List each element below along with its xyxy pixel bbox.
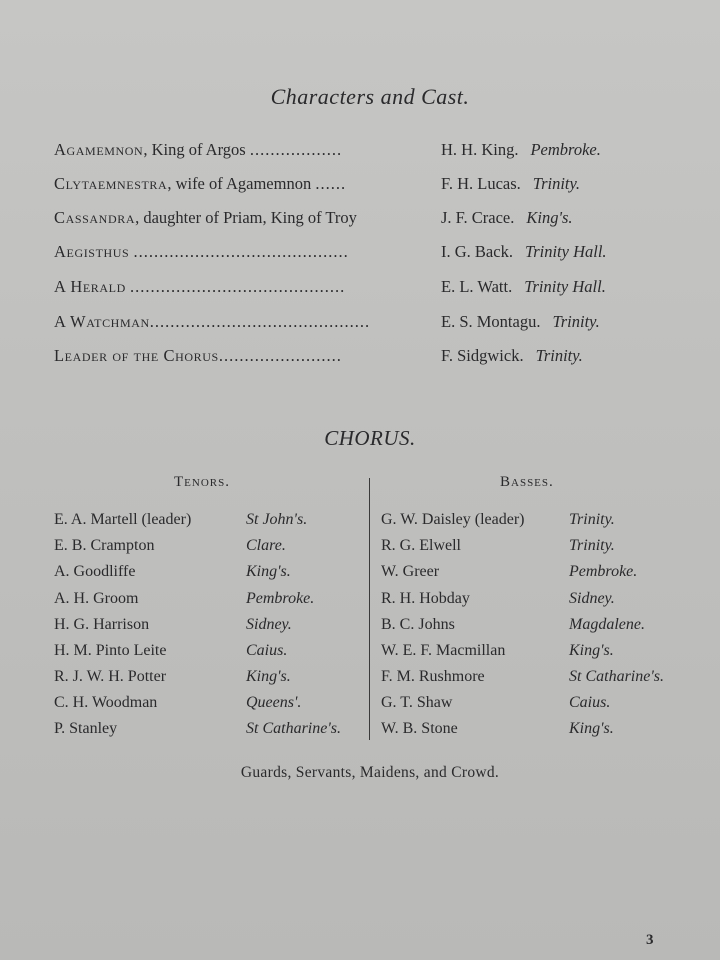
actor-college: Trinity. bbox=[552, 312, 600, 331]
tenors-heading: Tenors. bbox=[174, 474, 230, 490]
actor-college: Trinity. bbox=[532, 174, 581, 193]
role-name: Aegisthus bbox=[54, 242, 130, 261]
cast-actor bbox=[441, 208, 573, 228]
actor-college: King's. bbox=[526, 208, 573, 227]
member-college: Trinity. bbox=[569, 511, 615, 528]
cast-role bbox=[54, 140, 424, 160]
cast-row bbox=[54, 346, 694, 370]
cast-actor bbox=[441, 242, 607, 262]
leader-dots: ...... bbox=[315, 174, 347, 193]
page-title: Characters and Cast. bbox=[270, 84, 470, 109]
leader-dots: .......................................... bbox=[129, 277, 346, 296]
cast-role bbox=[54, 208, 424, 228]
cast-row bbox=[54, 242, 694, 266]
member-college: Caius. bbox=[569, 694, 611, 711]
member-college: King's. bbox=[569, 642, 614, 659]
role-name: Clytaemnestra bbox=[54, 174, 168, 193]
member-name: A. Goodliffe bbox=[54, 563, 136, 580]
member-college: Pembroke. bbox=[246, 590, 315, 607]
actor-name: F. Sidgwick. bbox=[441, 346, 524, 365]
role-description: , King of Argos bbox=[143, 140, 250, 159]
member-name: R. H. Hobday bbox=[381, 590, 470, 607]
cast-role bbox=[54, 346, 424, 366]
member-college: Clare. bbox=[246, 537, 286, 554]
cast-row bbox=[54, 174, 694, 198]
role-description: , daughter of Priam, King of Troy bbox=[135, 208, 357, 227]
extras-line: Guards, Servants, Maidens, and Crowd. bbox=[240, 764, 500, 781]
cast-actor bbox=[441, 277, 606, 297]
member-college: Trinity. bbox=[569, 537, 615, 554]
member-name: G. W. Daisley (leader) bbox=[381, 511, 525, 528]
member-college: King's. bbox=[246, 563, 291, 580]
member-name: H. M. Pinto Leite bbox=[54, 642, 167, 659]
member-name: F. M. Rushmore bbox=[381, 668, 485, 685]
member-name: C. H. Woodman bbox=[54, 694, 158, 711]
actor-college: Trinity. bbox=[535, 346, 583, 365]
page-number: 3 bbox=[646, 932, 654, 948]
member-name: W. Greer bbox=[381, 563, 440, 580]
leader-dots: .......................................... bbox=[133, 242, 349, 261]
role-description: , wife of Agamemnon bbox=[167, 174, 316, 193]
actor-name: J. F. Crace. bbox=[441, 208, 515, 227]
actor-college: Trinity Hall. bbox=[524, 242, 607, 261]
actor-name: H. H. King. bbox=[441, 140, 519, 159]
member-name: R. J. W. H. Potter bbox=[54, 668, 167, 685]
cast-row bbox=[54, 208, 694, 232]
member-college: King's. bbox=[246, 668, 291, 685]
actor-name: I. G. Back. bbox=[441, 242, 513, 261]
member-college: Magdalene. bbox=[569, 616, 645, 633]
member-name: R. G. Elwell bbox=[381, 537, 461, 554]
actor-name: E. S. Montagu. bbox=[441, 312, 541, 331]
actor-name: F. H. Lucas. bbox=[441, 174, 521, 193]
member-college: Queens'. bbox=[246, 694, 302, 711]
cast-actor bbox=[441, 346, 583, 366]
cast-role bbox=[54, 242, 424, 262]
member-college: Pembroke. bbox=[569, 563, 638, 580]
member-name: W. B. Stone bbox=[381, 720, 458, 737]
chorus-title: CHORUS. bbox=[324, 426, 416, 450]
role-name: Agamemnon bbox=[54, 140, 144, 159]
actor-college: Pembroke. bbox=[530, 140, 601, 159]
member-college: Caius. bbox=[246, 642, 288, 659]
member-college: Sidney. bbox=[246, 616, 292, 633]
member-name: G. T. Shaw bbox=[381, 694, 453, 711]
cast-actor bbox=[441, 140, 601, 160]
member-college: Sidney. bbox=[569, 590, 615, 607]
member-college: St Catharine's. bbox=[569, 668, 664, 685]
member-name: B. C. Johns bbox=[381, 616, 455, 633]
column-divider bbox=[369, 478, 370, 740]
cast-role bbox=[54, 174, 424, 194]
cast-row bbox=[54, 312, 694, 336]
leader-dots: .................. bbox=[249, 140, 343, 159]
member-college: King's. bbox=[569, 720, 614, 737]
cast-role bbox=[54, 312, 424, 332]
member-name: P. Stanley bbox=[54, 720, 118, 737]
actor-college: Trinity Hall. bbox=[524, 277, 606, 296]
member-name: E. B. Crampton bbox=[54, 537, 155, 554]
member-college: St Catharine's. bbox=[246, 720, 341, 737]
basses-heading: Basses. bbox=[500, 474, 554, 490]
cast-role bbox=[54, 277, 424, 297]
member-name: E. A. Martell (leader) bbox=[54, 511, 192, 528]
member-name: H. G. Harrison bbox=[54, 616, 150, 633]
actor-name: E. L. Watt. bbox=[441, 277, 513, 296]
role-name: Leader of the Chorus bbox=[54, 346, 219, 365]
member-name: W. E. F. Macmillan bbox=[381, 642, 506, 659]
member-college: St John's. bbox=[246, 511, 308, 528]
member-name: A. H. Groom bbox=[54, 590, 139, 607]
leader-dots: ........................................... bbox=[149, 312, 371, 331]
cast-actor bbox=[441, 174, 580, 194]
role-name: Cassandra bbox=[54, 208, 136, 227]
role-name: A Watchman bbox=[54, 312, 150, 331]
cast-row bbox=[54, 140, 694, 164]
leader-dots: ........................ bbox=[218, 346, 342, 365]
cast-actor bbox=[441, 312, 600, 332]
cast-row bbox=[54, 277, 694, 301]
role-name: A Herald bbox=[54, 277, 126, 296]
